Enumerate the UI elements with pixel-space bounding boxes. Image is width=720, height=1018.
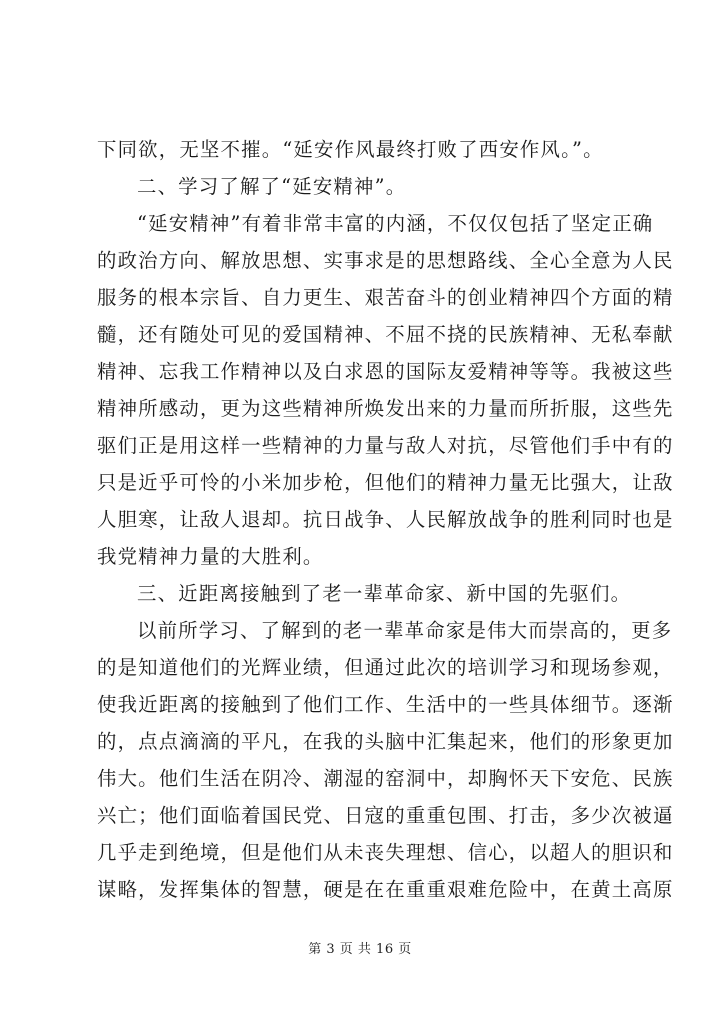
text-line: 人胆寒，让敌人退却。抗日战争、人民解放战争的胜利同时也是 — [97, 508, 674, 531]
text-line: “延安精神”有着非常丰富的内涵，不仅仅包括了坚定正确 — [137, 212, 654, 235]
text-line: 下同欲，无坚不摧。“延安作风最终打败了西安作风。”。 — [97, 138, 604, 161]
text-line: 精神、忘我工作精神以及白求恩的国际友爱精神等等。我被这些 — [97, 360, 674, 383]
text-line: 伟大。他们生活在阴冷、潮湿的窑洞中，却胸怀天下安危、民族 — [97, 767, 674, 790]
section-heading: 二、学习了解了“延安精神”。 — [137, 175, 407, 198]
text-line: 的是知道他们的光辉业绩，但通过此次的培训学习和现场参观， — [97, 656, 674, 679]
text-line: 的，点点滴滴的平凡，在我的头脑中汇集起来，他们的形象更加 — [97, 730, 674, 753]
text-line: 髓，还有随处可见的爱国精神、不屈不挠的民族精神、无私奉献 — [97, 323, 674, 346]
text-line: 只是近乎可怜的小米加步枪，但他们的精神力量无比强大，让敌 — [97, 471, 674, 494]
text-line: 服务的根本宗旨、自力更生、艰苦奋斗的创业精神四个方面的精 — [97, 286, 674, 309]
text-line: 几乎走到绝境，但是他们从未丧失理想、信心，以超人的胆识和 — [97, 841, 674, 864]
text-line: 我党精神力量的大胜利。 — [97, 545, 324, 568]
text-line: 的政治方向、解放思想、实事求是的思想路线、全心全意为人民 — [97, 249, 674, 272]
text-line: 驱们正是用这样一些精神的力量与敌人对抗，尽管他们手中有的 — [97, 434, 674, 457]
text-line: 使我近距离的接触到了他们工作、生活中的一些具体细节。逐渐 — [97, 693, 674, 716]
text-line: 兴亡；他们面临着国民党、日寇的重重包围、打击，多少次被逼 — [97, 804, 674, 827]
text-line: 以前所学习、了解到的老一辈革命家是伟大而崇高的，更多 — [137, 619, 673, 642]
text-line: 精神所感动，更为这些精神所焕发出来的力量而所折服，这些先 — [97, 397, 674, 420]
text-line: 谋略，发挥集体的智慧，硬是在在重重艰难危险中，在黄土高原 — [97, 878, 674, 901]
section-heading: 三、近距离接触到了老一辈革命家、新中国的先驱们。 — [137, 582, 632, 605]
document-body — [97, 131, 674, 908]
page-footer: 第 3 页 共 16 页 — [308, 942, 412, 957]
